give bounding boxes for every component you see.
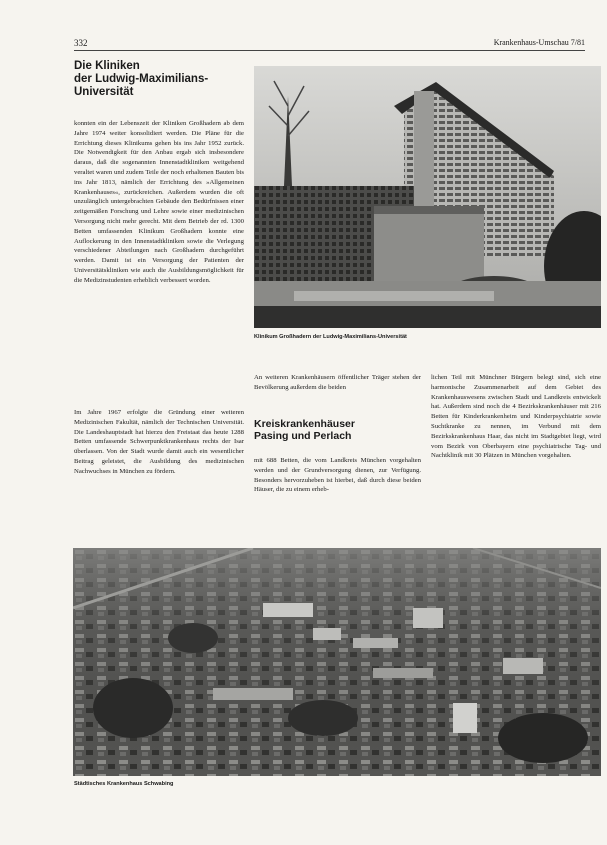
krankenhaus-schwabing-aerial-photo: [73, 548, 601, 776]
column1-paragraph2: Im Jahre 1967 erfolgte die Gründung einer weiteren Medizinischen Fakultät, nämlich der Technischen Universität. Die Landeshauptstadt hat hierzu den Freistaat das heute 1288 Betten umfassende Schwerpunktkrankenhaus rechts der Isar überlassen. Von der Stadt wurde damit auch ein wesentlicher Beitrag geleistet, die Ausbildung des medizinischen Nachwuchses in München zu fördern.: [74, 409, 244, 475]
section-title: [74, 60, 249, 99]
subsection-title-line-2: Pasing und Perlach: [254, 430, 352, 442]
page-number: 332: [74, 38, 88, 48]
column2-paragraph1: An weiteren Krankenhäusern öffentlicher Träger stehen der Bevölkerung außerdem die beiden: [254, 374, 421, 391]
section-title-line-1: Die Kliniken: [74, 60, 140, 72]
column3-paragraph1: lichen Teil mit Münchner Bürgern belegt sind, sich eine harmonische Zusammenarbeit auf dem Gebiet des Krankenhauswesens zwischen Stadt und Landkreis entwickelt hat. Außerdem sind noch die 4 Bezirkskrankenhäuser mit 216 Betten für Kinderkrankenheim und Kinderpsychiatrie sowie Suchtkranke zu nennen, im Verbund mit dem Bezirkskrankenhaus Haar, das nicht im Stadtgebiet liegt, wird vom Bezirk von Oberbayern eine psychiatrische Tag- und Nachtklinik mit 30 Plätzen in München vorgehalten.: [431, 374, 601, 460]
bottom-photo-caption: Städtisches Krankenhaus Schwabing: [74, 781, 174, 787]
column2-paragraph2: mit 688 Betten, die vom Landkreis München vorgehalten werden und der Grundversorgung dienen, zur Verfügung. Besonders hervorzuheben ist hierbei, daß durch diese beiden Häuser, die zu einem erheb-: [254, 457, 421, 494]
top-photo-caption: Klinikum Großhadern der Ludwig-Maximilians-Universität: [254, 334, 407, 340]
subsection-title-line-1: Kreiskrankenhäuser: [254, 418, 355, 430]
header-rule: [74, 50, 585, 51]
column1-paragraph1: konnten ein der Lebenszeit der Kliniken Großhadern ab dem Jahre 1974 weiter konsolidiert werden. Die Pläne für die Errichtung dieses Klinikums gehen bis ins Jahr 1952 zurück. Die Notwendigkeit für den Anbau ergab sich insbesondere daraus, daß die sogenannten Innenstadtkliniken weitgehend veraltet waren und zudem Teile der noch erhaltenen Bauten bis ins Jahr 1813, nämlich der Errichtung des »Allgemeinen Krankenhauses«, zurückreichen. Außerdem wurden die oft unzulänglich untergebrachten Gebäude den Bedürfnissen einer zeitgemäßen Forschung und Lehre sowie einer medizinischen Versorgung nicht mehr gerecht. Mit dem Betrieb der rd. 1300 Betten umfassenden Klinikum Großhadern konnte eine Auflockerung in den Innenstadtkliniken sowie die Verlegung verschiedener Abteilungen nach Großhadern durchgeführt werden. Damit ist ein Versorgung der Patienten der Universitätskliniken wie auch die Ausbildungsmöglichkeit für die Medizinstudenten erheblich verbessert worden.: [74, 120, 244, 284]
running-head: Krankenhaus-Umschau 7/81: [493, 38, 585, 47]
section-title-line-3: Universität: [74, 86, 134, 98]
subsection-title: [254, 418, 421, 442]
section-title-line-2: der Ludwig-Maximilians-: [74, 73, 209, 85]
klinikum-grosshadern-photo: [254, 66, 601, 328]
